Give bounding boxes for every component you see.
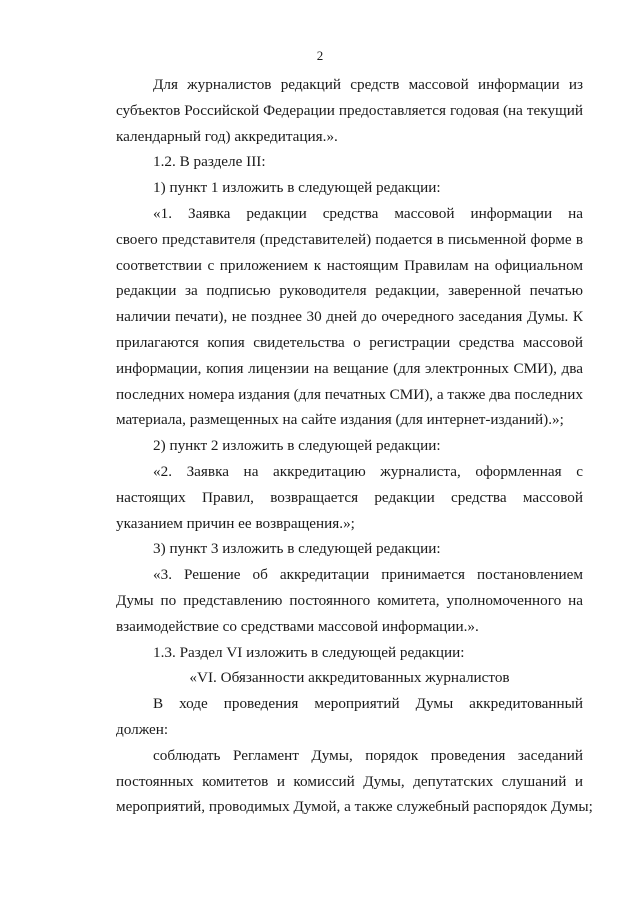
text-line: своего представителя (представителей) подается в письменной форме в <box>116 230 583 248</box>
text-line: Для журналистов редакций средств массовой информации из <box>153 76 583 93</box>
text-line: материала, размещенных на сайте издания (для интернет-изданий).»; <box>116 411 564 429</box>
text-line: постоянных комитетов и комиссий Думы, депутатских слушаний и <box>116 772 583 790</box>
page-number: 2 <box>316 48 324 63</box>
document-body <box>116 72 593 820</box>
text-line: настоящих Правил, возвращается редакции средства массовой <box>116 488 583 506</box>
text-line: соответствии с приложением к настоящим Правилам на официальном <box>116 256 583 274</box>
text-line: 1.2. В разделе III: <box>153 153 266 171</box>
text-line: наличии печати), не позднее 30 дней до очередного заседания Думы. К <box>116 308 583 326</box>
text-line: мероприятий, проводимых Думой, а также служебный распорядок Думы; <box>116 798 593 816</box>
text-line: Думы по представлению постоянного комитета, уполномоченного на <box>116 591 583 609</box>
text-line: прилагаются копия свидетельства о регистрации средства массовой <box>116 333 583 351</box>
text-line: должен: <box>116 720 169 738</box>
text-line: «1. Заявка редакции средства массовой информации на <box>153 204 583 222</box>
text-line: 3) пункт 3 изложить в следующей редакции: <box>153 540 441 558</box>
text-line: 1) пункт 1 изложить в следующей редакции: <box>153 179 441 197</box>
text-line: 1.3. Раздел VI изложить в следующей редакции: <box>153 643 465 661</box>
text-line: информации, копия лицензии на вещание (для электронных СМИ), два <box>116 359 583 377</box>
text-line: последних номера издания (для печатных СМИ), а также два последних <box>116 385 583 403</box>
text-line: соблюдать Регламент Думы, порядок проведения заседаний <box>153 746 583 764</box>
text-line: указанием причин ее возвращения.»; <box>116 514 355 532</box>
text-line: редакции за подписью руководителя редакции, заверенной печатью <box>116 282 583 300</box>
text-line: взаимодействие со средствами массовой информации.». <box>116 617 479 635</box>
text-line: 2) пункт 2 изложить в следующей редакции: <box>153 437 441 455</box>
text-line: «3. Решение об аккредитации принимается постановлением <box>153 566 583 584</box>
text-line: субъектов Российской Федерации предоставляется годовая (на текущий <box>116 101 583 119</box>
text-line: «VI. Обязанности аккредитованных журналистов <box>189 669 510 687</box>
text-line: «2. Заявка на аккредитацию журналиста, оформленная с <box>153 462 583 480</box>
text-line: календарный год) аккредитация.». <box>116 127 338 145</box>
text-line: В ходе проведения мероприятий Думы аккредитованный <box>153 695 583 713</box>
